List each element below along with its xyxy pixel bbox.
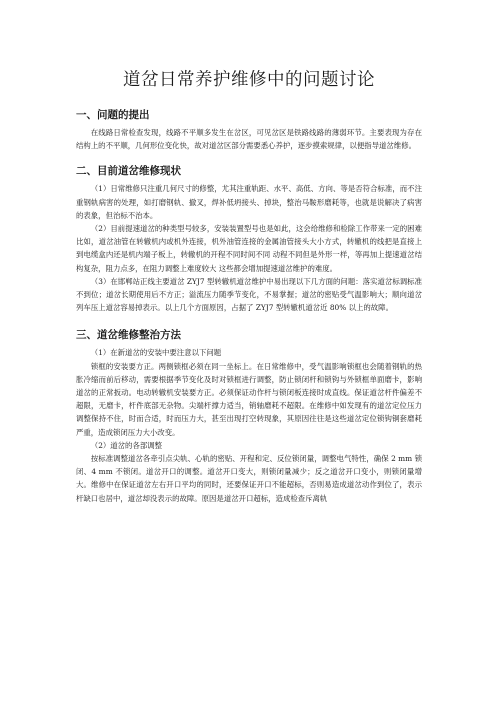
paragraph: 在线路日常检查发现，线路不平顺多发生在岔区，可见岔区是铁路线路的薄弱环节。主要表现为存在结构上的不平顺，几何形位变化快，故对道岔区部分需要悉心养护，逐步摸索规律，以便指导道岔维修。 [76, 128, 422, 151]
paragraph: （1）在新道岔的安装中要注意以下问题 [90, 348, 222, 358]
section-body-status [76, 182, 422, 314]
section-body-problem [76, 126, 422, 152]
paragraph: （2）目前提速道岔的种类型号较多，安装装置型号也是如此，这会给维修和检除工作带来一定的困难比如，道岔油管在转辙机内或机外连接，机外油管连接的金属油管接头大小方式，转辙机的线把是直接上到电缆盒内还是机内端子板上，转辙机的开程不同时间不同 动程不同但是外形一样，等再加上提速道岔结构复杂，阻力点多，在阻力调整上难度较大 这些都会增加提速道岔维护的难度。 [76, 224, 422, 273]
paragraph: 锁框的安装要方正。两侧锁框必须在同一坐标上。在日常维修中，受气温影响锁框也会随着钢轨的热胀冷缩而前后移动，需要根据季节变化及时对锁框进行调整，防止锁闭杆和锁钩与外锁框单面磨卡，影响道岔的正常扳动。电动转辙机安装要方正。必须保证动作杆与锁闭板连接时成直线。保证道岔杆件偏差不超限，无磨卡，杆件底部无杂物。尖端杆撑力适当，销轴磨耗不超限。在维修中如发现有的道岔定位压力调整保持不住，时而合适，时而压力大，甚至出现打空转现象，其原因往往是这些道岔定位锁钩铜套磨耗严重，造成锁闭压力大小改变。 [76, 361, 422, 437]
paragraph: （2）道岔的各部调整 [90, 440, 163, 450]
paragraph: （1）日常维修只注重几何尺寸的修整，尤其注重轨距、水平、高低、方向、等是否符合标准，而不注重钢轨病害的处理，如打磨钢轨、撤叉，焊补低坍接头、掉块，整治马鞍形磨耗等，也就是说解决了病害的表象，但治标不治本。 [76, 184, 422, 220]
document-title: 道岔日常养护维修中的问题讨论 [123, 70, 375, 90]
section-heading-problem: 一、问题的提出 [76, 109, 150, 121]
paragraph: 按标准调整道岔各牵引点尖轨、心轨的密贴、开程和定、反位锁闭量，调整电气特性，确保 2 mm 锁闭、4 mm 不锁闭。道岔开口的调整。道岔开口变大，则锁闭量减少；反之道岔开口变小，则锁闭量增大。维修中在保证道岔左右开口平均的同时，还要保证开口不能超标，否则易造成道岔动作到位了，表示杆缺口也居中，道岔却没表示的故障。原因是道岔开口超标，造成检查斥离轨 [76, 454, 422, 503]
section-body-methods [76, 346, 422, 504]
section-heading-status: 二、目前道岔维修现状 [76, 165, 181, 178]
paragraph: （3）在邯郸站正线主要道岔 ZYJ7 型转辙机道岔维护中易出现以下几方面的问题：落实道岔标调标准不到位；道岔长期使用后不方正；溢流压力随季节变化，不易掌握；道岔的密贴受气温影响大；顺向道岔列车压上道岔容易掉表示。以上几个方面原因，占据了 ZYJ7 型转辙机道岔近 80% 以上的故障。 [76, 276, 422, 313]
section-heading-methods: 三、道岔维修整治方法 [76, 329, 181, 342]
